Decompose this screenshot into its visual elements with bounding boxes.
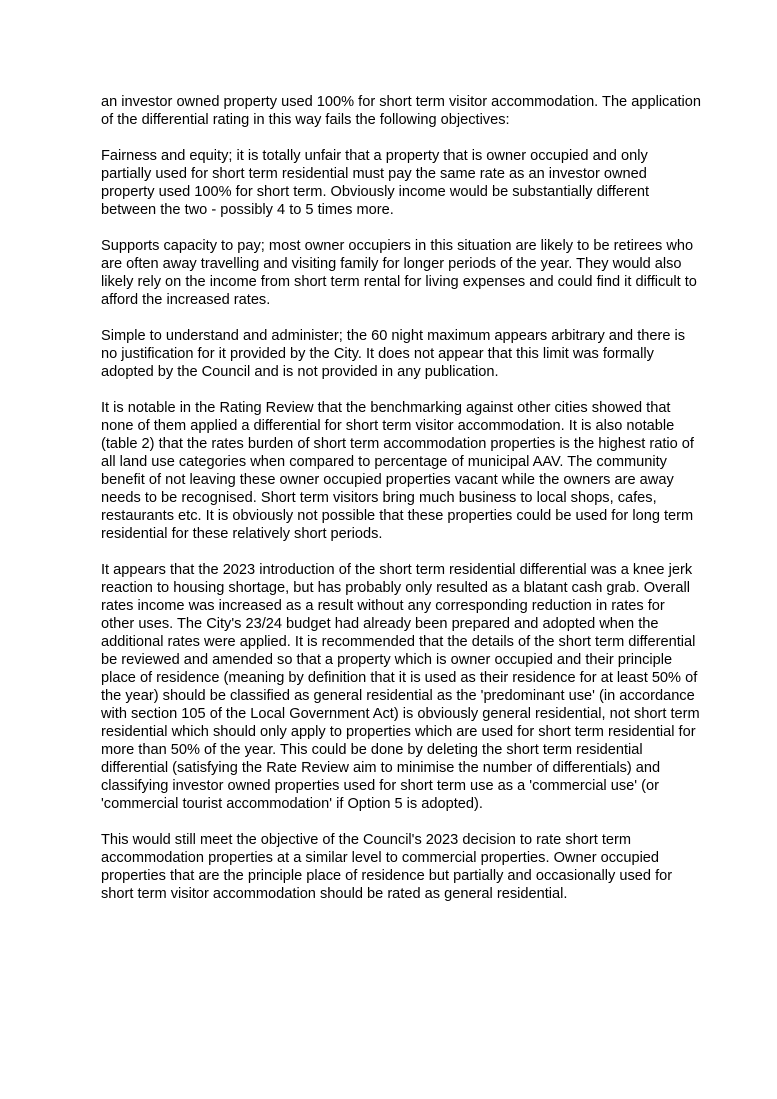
paragraph-rating-review-benchmark: It is notable in the Rating Review that the benchmarking against other cities showed that none of them applied a differential for short term visitor accommodation. It is also notable (table 2) that the rates burden of short term accommodation properties is the highest ratio of all land use categories when compared to percentage of municipal AAV. The community benefit of not leaving these owner occupied properties vacant while the owners are away needs to be recognised. Short term visitors bring much business to local shops, cafes, restaurants etc. It is obviously not possible that these properties could be used for long term residential for these relatively short periods. (101, 400, 694, 542)
paragraph-intro: an investor owned property used 100% for short term visitor accommodation. The application of the differential rating in this way fails the following objectives: (101, 94, 702, 128)
document-body (101, 93, 701, 921)
paragraph-capacity-to-pay: Supports capacity to pay; most owner occupiers in this situation are likely to be retirees who are often away travelling and visiting family for longer periods of the year. They would also likely rely on the income from short term rental for living expenses and could find it difficult to afford the increased rates. (101, 238, 697, 308)
paragraph-fairness-equity: Fairness and equity; it is totally unfair that a property that is owner occupied and only partially used for short term residential must pay the same rate as an investor owned property used 100% for short term. Obviously income would be substantially different between the two - possibly 4 to 5 times more. (101, 148, 650, 218)
paragraph-conclusion: This would still meet the objective of the Council's 2023 decision to rate short term accommodation properties at a similar level to commercial properties. Owner occupied properties that are the principle place of residence but partially and occasionally used for short term visitor accommodation should be rated as general residential. (101, 832, 673, 902)
paragraph-simple-to-administer: Simple to understand and administer; the 60 night maximum appears arbitrary and there is no justification for it provided by the City. It does not appear that this limit was formally adopted by the Council and is not provided in any publication. (101, 328, 686, 380)
paragraph-recommendation: It appears that the 2023 introduction of the short term residential differential was a knee jerk reaction to housing shortage, but has probably only resulted as a blatant cash grab. Overall rates income was increased as a result without any corresponding reduction in rates for other uses. The City's 23/24 budget had already been prepared and adopted when the additional rates were applied. It is recommended that the details of the short term differential be reviewed and amended so that a property which is owner occupied and their principle place of residence (meaning by definition that it is used as their residence for at least 50% of the year) should be classified as general residential as the 'predominant use' (in accordance with section 105 of the Local Government Act) is obviously general residential, not short term residential which should only apply to properties which are used for short term residential for more than 50% of the year. This could be done by deleting the short term residential differential (satisfying the Rate Review aim to minimise the number of differentials) and classifying investor owned properties used for short term use as a 'commercial use' (or 'commercial tourist accommodation' if Option 5 is adopted). (101, 562, 700, 812)
